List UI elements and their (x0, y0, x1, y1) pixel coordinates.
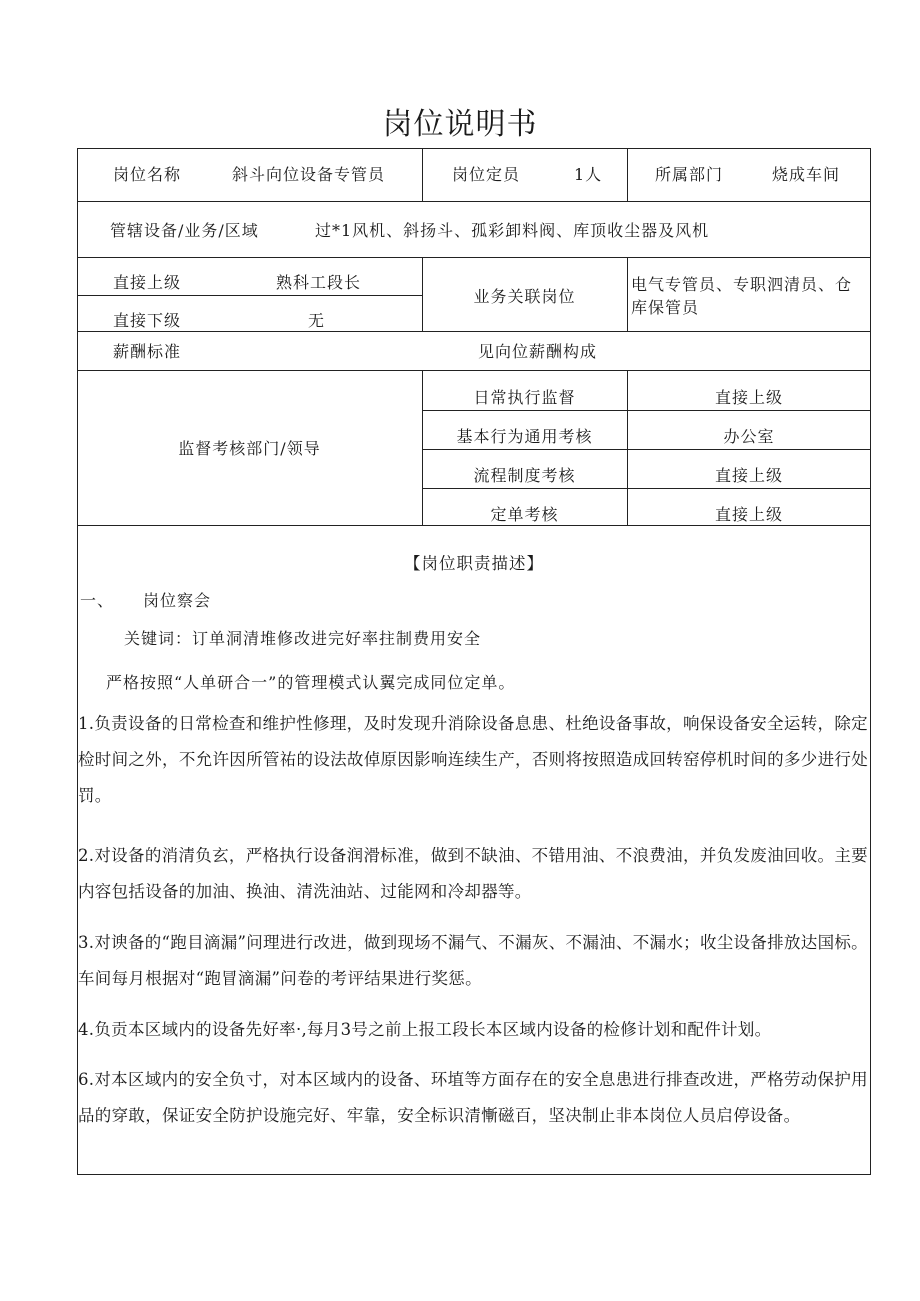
related-positions-value-line1: 电气专管员、专职泗清员、仓 (631, 275, 853, 294)
duty-item-4: 4.负贡本区域内的设备先好率·,每月3号之前上报工段长本区域内设备的检修计划和配件计划。 (78, 1020, 772, 1039)
row-divider (77, 370, 871, 371)
duty-item-5: 6.对本区域内的安全负寸，对本区域内的设备、环埴等方面存在的安全息患进行排查改进，严格劳动保护用品的穿敢，保证安全防护设施完好、牢靠，安全标识清慚磁百，坚决制止非本岗位人员启停设备。 (78, 1070, 868, 1125)
headcount-value: 1人 (574, 165, 603, 184)
supervision-dept: 直接上级 (714, 505, 783, 524)
supervision-item: 基本行为通用考核 (456, 427, 593, 446)
headcount-label: 岗位定员 (452, 165, 521, 184)
related-positions-value-line2: 库保管员 (631, 298, 700, 317)
supervision-dept: 办公室 (723, 427, 775, 446)
row-divider (77, 257, 871, 258)
direct-superior-label: 直接上级 (113, 273, 182, 292)
row-divider (77, 525, 871, 526)
keywords-line: 关键词：订单洞清堆修改进完好率拄制费用安全 (124, 629, 482, 648)
section-title: 岗位察会 (143, 591, 212, 610)
position-name-value: 斜斗向位设备专管员 (232, 165, 386, 184)
scope-value: 过*1风机、斜扬斗、孤彩卸料阀、库顶收尘器及风机 (315, 221, 710, 240)
supervision-item: 定单考核 (490, 505, 559, 524)
scope-label: 管辖设备/业务/区域 (110, 221, 259, 240)
row-divider (422, 449, 871, 450)
duty-item-3: 3.对谀备的“跑目滴漏”问理进行改进，做到现场不漏气、不漏灰、不漏油、不漏水；收尘设备排放达国标。车间每月根据对“跑冒滴漏”问卷的考评结果进行奖惩。 (78, 933, 868, 988)
department-value: 烧成车间 (772, 165, 841, 184)
intro-line: 严格按照“人单研合一”的管理模式认翼完成同位定单。 (106, 673, 516, 692)
related-positions-label: 业务关联岗位 (473, 287, 576, 306)
position-name-label: 岗位名称 (113, 165, 182, 184)
row-divider (77, 295, 422, 296)
duties-heading: 【岗位职责描述】 (404, 554, 544, 573)
direct-subordinate-label: 直接下级 (113, 311, 182, 330)
supervision-dept: 直接上级 (714, 466, 783, 485)
salary-label: 薪酬标准 (113, 342, 182, 361)
salary-value: 见向位薪酬构成 (478, 342, 598, 361)
supervision-dept: 直接上级 (714, 388, 783, 407)
supervision-label: 监督考核部门/领导 (178, 439, 321, 458)
direct-superior-value: 熟科工段长 (276, 273, 362, 292)
document-title: 岗位说明书 (382, 107, 538, 142)
row-divider (77, 331, 871, 332)
duty-item-1: 1.负责设备的日常检查和维护性修理，及时发现升消除设备息患、杜绝设备事故，响保设备安全运转，除定检时间之外，不允许因所管祐的设法故倬原因影响连续生产，否则将按照造成回转窑停机时间的多少进行处罚。 (78, 714, 868, 805)
column-divider (627, 257, 628, 331)
section-number: 一、 (80, 591, 115, 610)
row-divider (77, 201, 871, 202)
supervision-item: 日常执行监督 (473, 388, 576, 407)
direct-subordinate-value: 无 (308, 311, 326, 330)
row-divider (422, 488, 871, 489)
duty-item-2: 2.对设备的消清负玄，严格执行设备润滑标准，做到不缺油、不错用油、不浪费油，并负发废油回收。主要内容包括设备的加油、换油、清洗油站、过能网和冷却器等。 (78, 846, 868, 901)
supervision-item: 流程制度考核 (473, 466, 576, 485)
department-label: 所属部门 (655, 165, 724, 184)
column-divider (627, 148, 628, 201)
row-divider (422, 410, 871, 411)
column-divider (422, 148, 423, 201)
